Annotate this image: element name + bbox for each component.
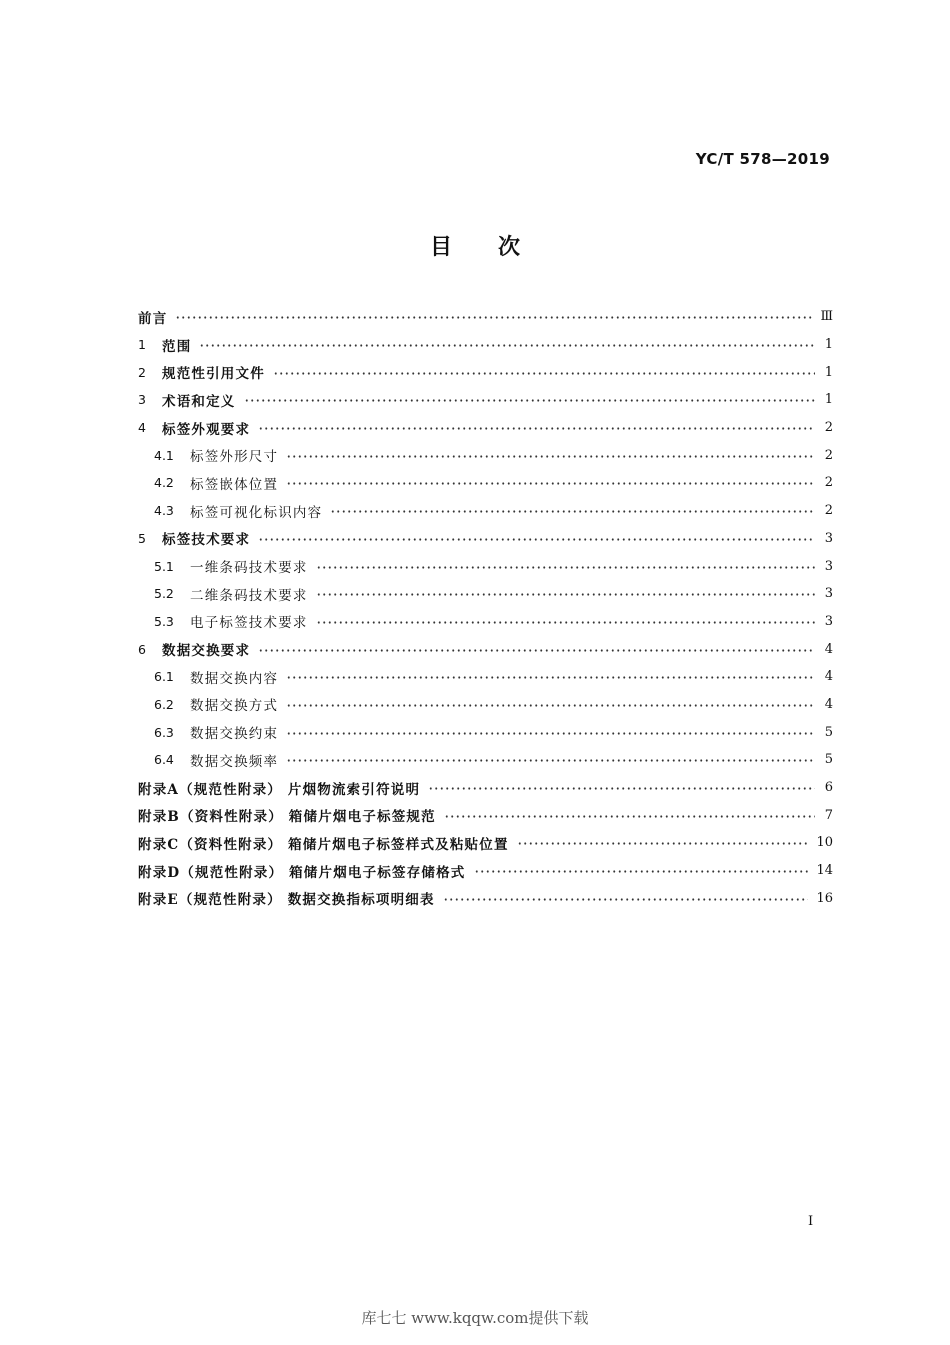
- toc-entry[interactable]: [138, 663, 833, 691]
- dot-leader: [286, 759, 815, 762]
- toc-entry-label: 数据交换频率: [190, 753, 279, 770]
- dot-leader: [443, 898, 809, 901]
- toc-entry-number: 6.2: [154, 696, 174, 712]
- dot-leader: [199, 344, 815, 347]
- toc-entry[interactable]: [138, 608, 833, 636]
- toc-entry-label: 标签嵌体位置: [190, 476, 279, 493]
- page-number: I: [808, 1214, 814, 1229]
- toc-entry-page: 3: [824, 586, 833, 602]
- dot-leader: [316, 566, 815, 569]
- dot-leader: [273, 372, 815, 375]
- toc-entry-page: 5: [824, 752, 833, 768]
- toc-entry-number: 5.2: [154, 586, 174, 602]
- toc-entry-page: 10: [816, 835, 833, 851]
- toc-entry-page: 1: [824, 337, 833, 353]
- toc-entry-number: 1: [138, 337, 146, 353]
- toc-entry[interactable]: [138, 497, 833, 525]
- toc-entry-page: 6: [824, 780, 833, 796]
- toc-entry-number: 5.3: [154, 613, 174, 629]
- toc-entry[interactable]: [138, 303, 833, 331]
- toc-entry-page: 1: [824, 364, 833, 380]
- toc-entry-page: 14: [816, 863, 833, 879]
- dot-leader: [330, 510, 815, 513]
- toc-entry-page: 4: [824, 641, 833, 657]
- toc-entry[interactable]: [138, 691, 833, 719]
- toc-entry-label: 附录D（规范性附录） 箱储片烟电子标签存储格式: [138, 864, 466, 881]
- toc-entry-number: 4.2: [154, 475, 174, 491]
- dot-leader: [244, 399, 816, 402]
- dot-leader: [258, 649, 815, 652]
- toc-entry-label: 附录A（规范性附录） 片烟物流索引符说明: [138, 781, 421, 798]
- toc-entry-number: 6: [138, 641, 146, 657]
- toc-entry-page: 2: [824, 447, 833, 463]
- toc-entry-page: 16: [816, 890, 833, 906]
- toc-entry[interactable]: [138, 884, 833, 912]
- toc-entry[interactable]: [138, 635, 833, 663]
- toc-entry[interactable]: [138, 552, 833, 580]
- toc-entry-page: 4: [824, 696, 833, 712]
- toc-entry-label: 规范性引用文件: [162, 366, 265, 383]
- dot-leader: [286, 704, 815, 707]
- toc-entry-label: 二维条码技术要求: [190, 587, 308, 604]
- toc-entry-number: 4.1: [154, 447, 174, 463]
- toc-entry-page: Ⅲ: [820, 309, 833, 325]
- dot-leader: [286, 676, 815, 679]
- toc-entry-label: 标签外观要求: [162, 421, 251, 438]
- toc-entry-number: 6.4: [154, 752, 174, 768]
- dot-leader: [428, 787, 815, 790]
- toc-entry[interactable]: [138, 358, 833, 386]
- toc-entry-label: 附录B（资料性附录） 箱储片烟电子标签规范: [138, 809, 436, 826]
- toc-entry-number: 3: [138, 392, 146, 408]
- toc-entry-label: 数据交换方式: [190, 698, 279, 715]
- toc-entry-number: 6.1: [154, 669, 174, 685]
- toc-entry-label: 前言: [138, 310, 168, 327]
- toc-entry-label: 数据交换约束: [190, 726, 279, 743]
- toc-entry[interactable]: [138, 857, 833, 885]
- dot-leader: [316, 593, 815, 596]
- dot-leader: [474, 870, 809, 873]
- toc-entry-number: 4.3: [154, 503, 174, 519]
- toc-entry-page: 1: [824, 392, 833, 408]
- toc-entry[interactable]: [138, 525, 833, 553]
- dot-leader: [444, 815, 815, 818]
- dot-leader: [286, 455, 815, 458]
- dot-leader: [175, 316, 812, 319]
- toc-entry-page: 2: [824, 420, 833, 436]
- toc-entry-page: 3: [824, 530, 833, 546]
- dot-leader: [258, 427, 815, 430]
- toc-entry[interactable]: [138, 441, 833, 469]
- toc-entry[interactable]: [138, 718, 833, 746]
- toc-entry[interactable]: [138, 386, 833, 414]
- toc-entry-label: 电子标签技术要求: [190, 615, 308, 632]
- table-of-contents: [138, 303, 833, 912]
- toc-entry-label: 标签可视化标识内容: [190, 504, 323, 521]
- toc-entry[interactable]: [138, 801, 833, 829]
- toc-entry-label: 范围: [162, 338, 192, 355]
- toc-entry-label: 标签技术要求: [162, 532, 251, 549]
- toc-entry-number: 5: [138, 530, 146, 546]
- dot-leader: [258, 538, 815, 541]
- toc-entry[interactable]: [138, 774, 833, 802]
- toc-entry-label: 附录E（规范性附录） 数据交换指标项明细表: [138, 892, 435, 909]
- toc-entry-label: 术语和定义: [162, 393, 236, 410]
- dot-leader: [316, 621, 815, 624]
- dot-leader: [286, 732, 815, 735]
- toc-entry[interactable]: [138, 469, 833, 497]
- toc-entry-page: 4: [824, 669, 833, 685]
- toc-entry-page: 5: [824, 724, 833, 740]
- page-title: 目次: [429, 235, 566, 260]
- toc-entry-number: 5.1: [154, 558, 174, 574]
- toc-entry-label: 标签外形尺寸: [190, 449, 279, 466]
- toc-entry-number: 4: [138, 420, 146, 436]
- download-footer: 库七七 www.kqqw.com提供下载: [361, 1309, 589, 1327]
- toc-entry-page: 3: [824, 613, 833, 629]
- toc-entry-label: 一维条码技术要求: [190, 560, 308, 577]
- toc-entry-label: 附录C（资料性附录） 箱储片烟电子标签样式及粘贴位置: [138, 836, 509, 853]
- toc-entry[interactable]: [138, 829, 833, 857]
- toc-entry-label: 数据交换要求: [162, 643, 251, 660]
- standard-code: YC/T 578—2019: [695, 150, 830, 168]
- toc-entry[interactable]: [138, 746, 833, 774]
- toc-entry-page: 7: [824, 807, 833, 823]
- toc-entry[interactable]: [138, 414, 833, 442]
- toc-entry-number: 2: [138, 364, 146, 380]
- toc-entry-page: 2: [824, 503, 833, 519]
- toc-entry-label: 数据交换内容: [190, 670, 279, 687]
- dot-leader: [286, 482, 815, 485]
- toc-entry-page: 2: [824, 475, 833, 491]
- toc-entry[interactable]: [138, 580, 833, 608]
- dot-leader: [517, 842, 809, 845]
- toc-entry[interactable]: [138, 331, 833, 359]
- toc-entry-number: 6.3: [154, 724, 174, 740]
- toc-entry-page: 3: [824, 558, 833, 574]
